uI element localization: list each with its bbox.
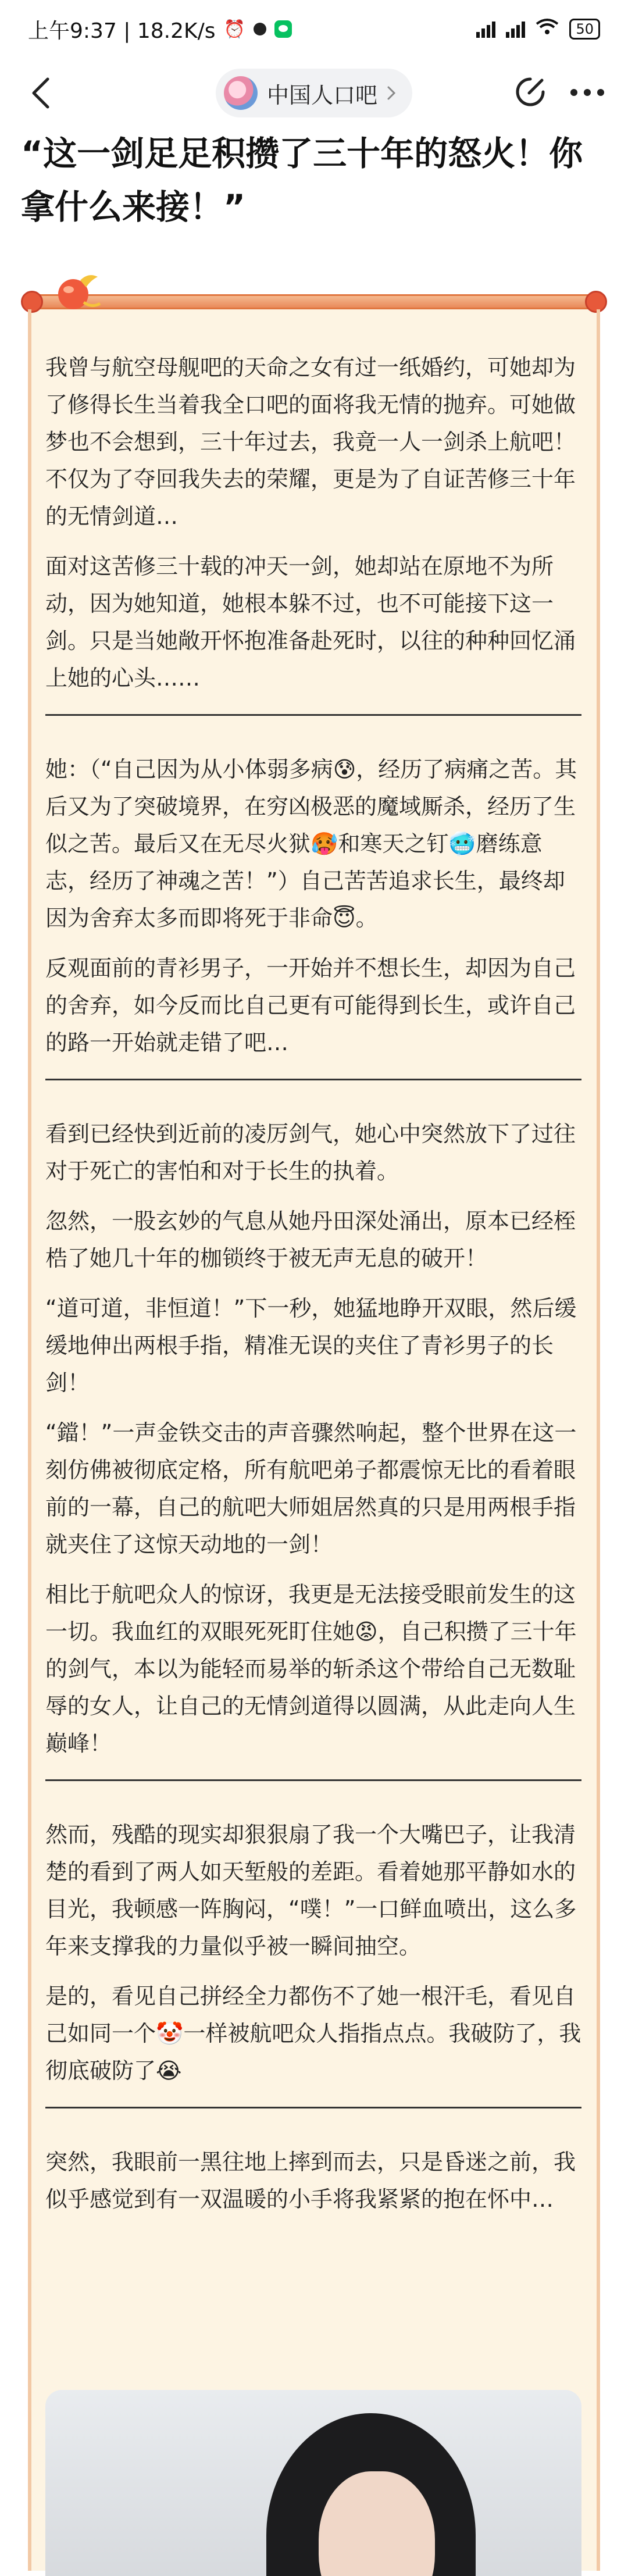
paragraph: 我曾与航空母舰吧的天命之女有过一纸婚约，可她却为了修得长生当着我全口吧的面将我无情的抛弃。可她做梦也不会想到，三十年过去，我竟一人一剑杀上航吧！不仅为了夺回我失去的荣耀，更是为了自证苦修三十年的无情剑道… (45, 355, 576, 529)
edit-button[interactable] (514, 76, 547, 110)
status-right (476, 18, 600, 40)
signal-icon (476, 20, 495, 38)
divider (45, 714, 581, 716)
paragraph: “道可道，非恒道！”下一秒，她猛地睁开双眼，然后缓缓地伸出两根手指，精准无误的夹住了青衫男子的长剑！ (45, 1296, 577, 1396)
chevron-right-icon (387, 85, 396, 101)
scroll-knob-left (21, 291, 43, 313)
paragraph: 是的，看见自己拼经全力都伤不了她一根汗毛，看见自己如同一个🤡一样被航吧众人指指点点。我破防了，我彻底破防了😭 (45, 1983, 581, 2083)
back-button[interactable] (23, 76, 58, 110)
status-left (28, 15, 292, 44)
paragraph: 然而，残酷的现实却狠狠扇了我一个大嘴巴子，让我清楚的看到了两人如天堑般的差距。看着她那平静如水的目光，我顿感一阵胸闷，“噗！”一口鲜血喷出，这么多年来支撑我的力量似乎被一瞬间抽空。 (45, 1822, 577, 1959)
paragraph: 看到已经快到近前的凌厉剑气，她心中突然放下了过往对于死亡的害怕和对于长生的执着。 (45, 1121, 576, 1184)
nav-actions (514, 76, 605, 110)
signal-icon-2 (506, 20, 525, 38)
paragraph: 相比于航吧众人的惊讶，我更是无法接受眼前发生的这一切。我血红的双眼死死盯住她😡，自己积攒了三十年的剑气，本以为能轻而易举的斩杀这个带给自己无数耻辱的女人，让自己的无情剑道得以圆满，从此走向人生巅峰！ (45, 1582, 577, 1756)
wechat-icon (274, 20, 292, 38)
forum-name: 中国人口吧 (266, 82, 378, 108)
post-body (45, 349, 581, 2231)
post-title: “这一剑足足积攒了三十年的怒火！你拿什么来接！” (21, 134, 583, 227)
status-bar (0, 0, 628, 58)
chevron-left-icon (30, 77, 51, 109)
paragraph: 她：（“自己因为从小体弱多病😰，经历了病痛之苦。其后又为了突破境界，在穷凶极恶的魔域厮杀，经历了生似之苦。最后又在无尽火狱🥵和寒天之钉🥶磨练意志，经历了神魂之苦！”）自己苦苦追求长生，最终却因为舍弃太多而即将死于非命😇。 (45, 757, 577, 931)
forum-chip[interactable] (216, 69, 412, 117)
divider (45, 2107, 581, 2108)
top-nav-bar (0, 58, 628, 128)
battery-icon: 50 (569, 19, 600, 40)
paragraph: 突然，我眼前一黑往地上摔到而去，只是昏迷之前，我似乎感觉到有一双温暖的小手将我紧紧的抱在怀中… (45, 2149, 576, 2212)
divider (45, 1779, 581, 1781)
paragraph: 忽然，一股玄妙的气息从她丹田深处涌出，原本已经桎梏了她几十年的枷锁终于被无声无息的破开！ (45, 1208, 576, 1271)
divider (45, 1079, 581, 1080)
paragraph: 反观面前的青衫男子，一开始并不想长生，却因为自己的舍弃，如今反而比自己更有可能得到长生，或许自己的路一开始就走错了吧… (45, 955, 576, 1055)
status-time: 上午9:37 | 18.2K/s (28, 19, 216, 43)
scroll-edge-left (28, 309, 31, 2571)
scroll-rod (28, 294, 600, 309)
lantern-ornament-icon (51, 267, 104, 320)
paragraph: 面对这苦修三十载的冲天一剑，她却站在原地不为所动，因为她知道，她根本躲不过，也不可能接下这一剑。只是当她敞开怀抱准备赴死时，以往的种种回忆涌上她的心头…… (45, 554, 576, 691)
scroll-edge-right (597, 309, 600, 2571)
edit-icon (514, 76, 547, 108)
forum-avatar (224, 76, 258, 110)
post-image[interactable] (45, 2390, 581, 2576)
notification-dot-icon (254, 23, 266, 35)
more-button[interactable] (570, 88, 605, 99)
alarm-icon: ⏰ (223, 19, 245, 40)
wifi-icon (536, 18, 559, 40)
scroll-knob-right (585, 291, 607, 313)
paragraph: “鐺！”一声金铁交击的声音骤然响起，整个世界在这一刻仿佛被彻底定格，所有航吧弟子都震惊无比的看着眼前的一幕，自己的航吧大师姐居然真的只是用两根手指就夹住了这惊天动地的一剑！ (45, 1420, 577, 1557)
more-icon (570, 88, 605, 97)
